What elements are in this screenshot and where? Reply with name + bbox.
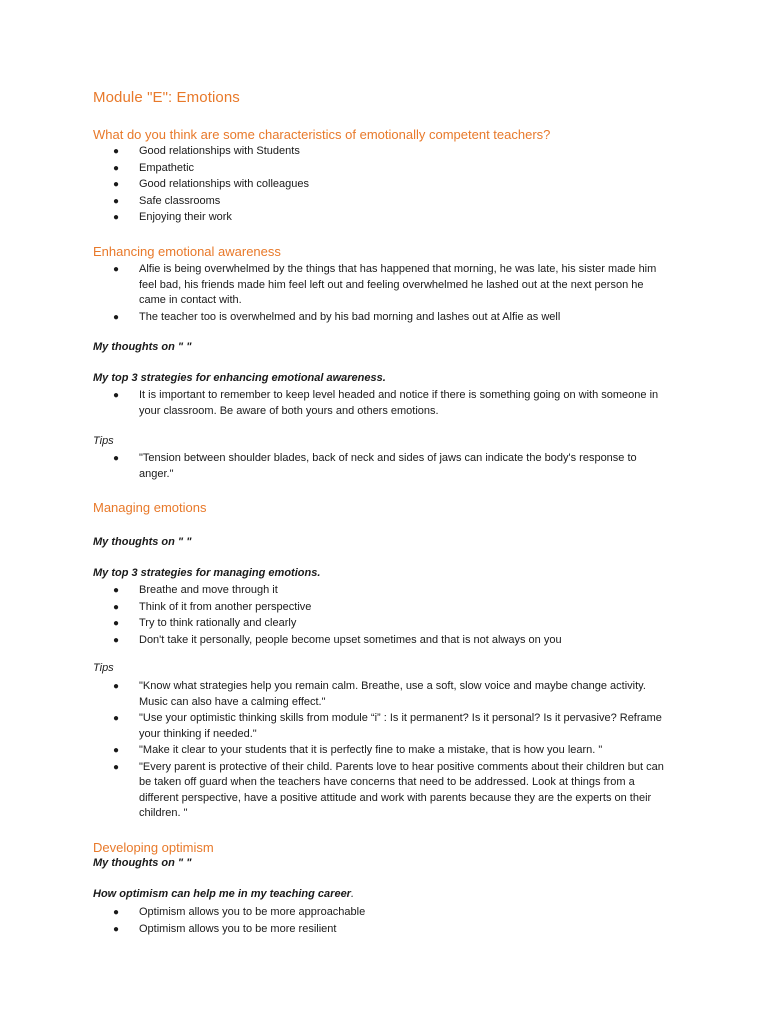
optimism-career-label: How optimism can help me in my teaching career.: [93, 888, 355, 900]
bullet-icon: ●: [113, 923, 120, 935]
section-heading-awareness: Enhancing emotional awareness: [93, 244, 281, 259]
list-item: ● Don't take it personally, people become upset sometimes and that is not always on you: [0, 633, 768, 649]
bullet-icon: ●: [113, 681, 120, 692]
bullet-icon: ●: [113, 453, 120, 464]
list-item: ● "Every parent is protective of their child. Parents love to hear positive comments about their children but can be taken off guard when the teachers have concerns that need to be addressed. Look at things from a different perspective, have a positive attitude and work with parents because they are the experts on their children. ": [113, 760, 664, 819]
optimism-list: [0, 905, 768, 938]
list-item: ● Enjoying their work: [0, 210, 768, 226]
list-item: ● Breathe and move through it: [0, 583, 768, 599]
bullet-icon: ●: [113, 761, 120, 773]
list-item: ● "Know what strategies help you remain calm. Breathe, use a soft, slow voice and maybe change activity. Music can also have a calming effect.": [113, 680, 646, 708]
bullet-icon: ●: [113, 634, 120, 646]
section-heading-optimism: Developing optimism: [93, 840, 214, 855]
list-item: ● "Use your optimistic thinking skills from module “i” : Is it permanent? Is it personal? Is it pervasive? Reframe your thinking if needed.": [113, 712, 662, 740]
list-item: ● Good relationships with Students: [0, 144, 768, 160]
awareness-strategies-label: My top 3 strategies for enhancing emotional awareness.: [93, 372, 386, 384]
bullet-icon: ●: [113, 311, 120, 323]
managing-strategies-label: My top 3 strategies for managing emotions.: [93, 567, 321, 579]
bullet-icon: ●: [113, 146, 120, 157]
bullet-icon: ●: [113, 585, 120, 596]
managing-thoughts-label: My thoughts on " ": [93, 536, 192, 548]
list-item: ● "Make it clear to your students that it is perfectly fine to make a mistake, that is how you learn. ": [0, 743, 768, 759]
bullet-icon: ●: [113, 907, 120, 918]
list-item: ● Good relationships with colleagues: [0, 177, 768, 193]
list-item: ● Optimism allows you to be more approachable: [0, 905, 768, 921]
awareness-list: [0, 262, 768, 326]
bullet-icon: ●: [113, 212, 120, 223]
bullet-icon: ●: [113, 713, 120, 724]
characteristics-list: [0, 144, 768, 227]
list-item: ● Safe classrooms: [0, 194, 768, 210]
list-item: ● Optimism allows you to be more resilient: [0, 922, 768, 938]
list-item: ● It is important to remember to keep level headed and notice if there is something going on with someone in your classroom. Be aware of both yours and others emotions.: [113, 389, 659, 417]
awareness-strategies-list: [0, 388, 768, 420]
bullet-icon: ●: [113, 162, 120, 174]
page-title: Module "E": Emotions: [93, 89, 240, 106]
list-item: ● Empathetic: [0, 161, 768, 177]
list-item: ● Think of it from another perspective: [0, 600, 768, 616]
managing-tips-label: Tips: [93, 662, 114, 674]
list-item: ● Try to think rationally and clearly: [0, 616, 768, 632]
list-item: ● The teacher too is overwhelmed and by his bad morning and lashes out at Alfie as well: [0, 310, 768, 326]
managing-tips-list: [0, 679, 768, 823]
bullet-icon: ●: [113, 618, 120, 629]
bullet-icon: ●: [113, 745, 120, 756]
managing-strategies-list: [0, 583, 768, 649]
awareness-tips-list: [0, 451, 768, 483]
list-item: ● Alfie is being overwhelmed by the things that has happened that morning, he was late, his sister made him feel bad, his friends made him feel left out and feeling overwhelmed he lashed out at the next person he came in contact with.: [113, 263, 657, 306]
awareness-thoughts-label: My thoughts on " ": [93, 341, 192, 353]
section-heading-characteristics: What do you think are some characteristics of emotionally competent teachers?: [93, 127, 551, 142]
bullet-icon: ●: [113, 264, 120, 275]
bullet-icon: ●: [113, 390, 120, 401]
awareness-tips-label: Tips: [93, 435, 114, 447]
optimism-thoughts-label: My thoughts on " ": [93, 857, 192, 869]
bullet-icon: ●: [113, 179, 120, 190]
list-item: ● "Tension between shoulder blades, back of neck and sides of jaws can indicate the body's response to anger.": [113, 452, 637, 480]
bullet-icon: ●: [113, 195, 120, 207]
bullet-icon: ●: [113, 601, 120, 613]
section-heading-managing: Managing emotions: [93, 500, 207, 515]
